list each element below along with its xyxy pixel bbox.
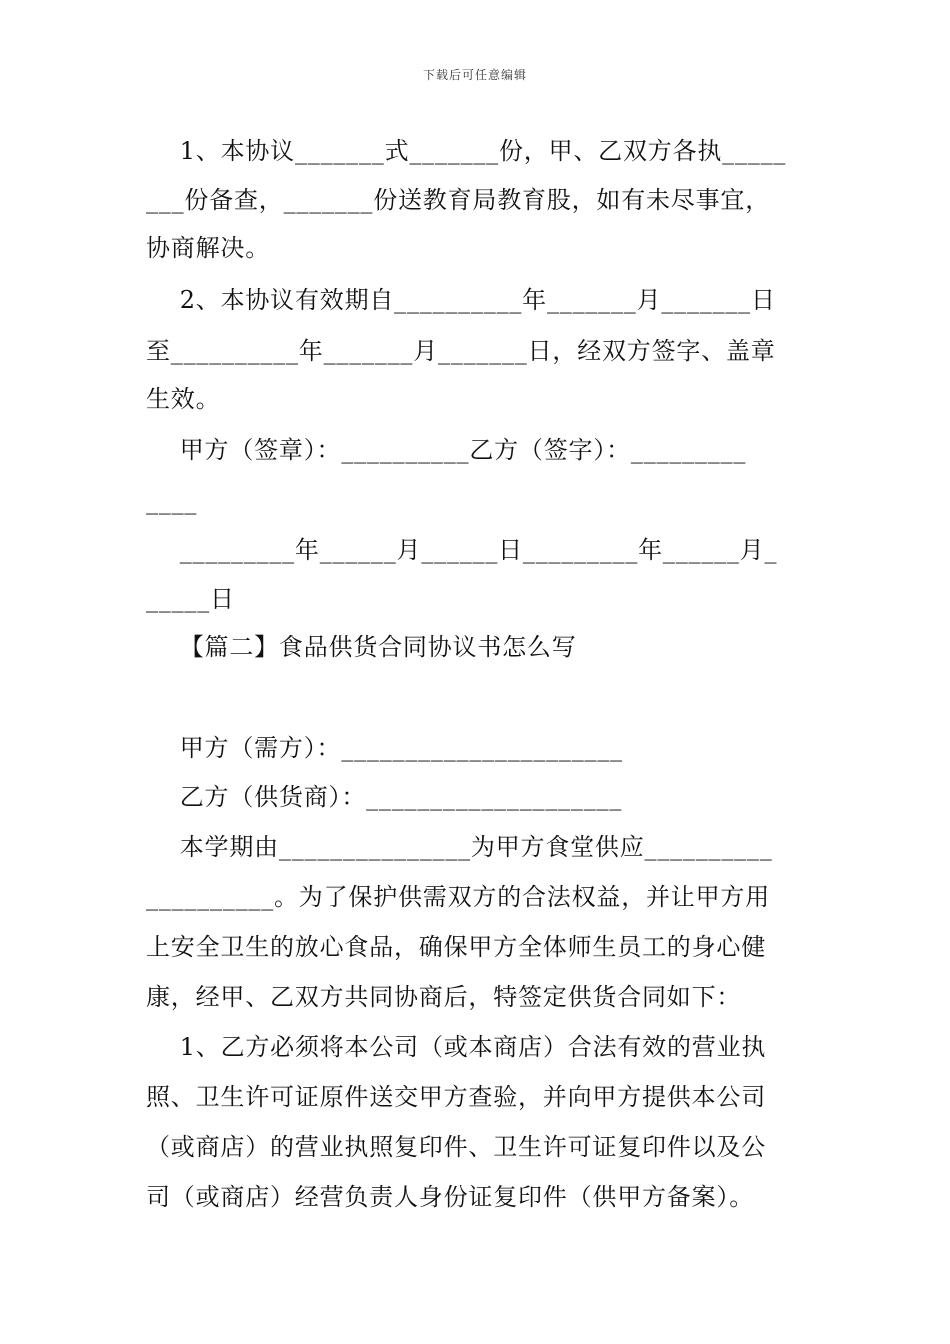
text-line: 2、本协议有效期自__________年_______月_______日 (146, 286, 776, 314)
text-line: ___份备查，_______份送教育局教育股，如有未尽事宜， (146, 186, 770, 214)
party-a-line: 甲方（需方）：______________________ (146, 734, 623, 762)
date-line: _____日 (146, 585, 235, 613)
text-line: （或商店）的营业执照复印件、卫生许可证复印件以及公 (146, 1133, 766, 1161)
text-line: 本学期由_______________为甲方食堂供应__________ (146, 833, 773, 861)
text-line: 康，经甲、乙双方共同协商后，特签定供货合同如下： (146, 983, 742, 1011)
party-b-line: 乙方（供货商）：____________________ (146, 783, 623, 811)
text-line: 至__________年_______月_______日，经双方签字、盖章 (146, 337, 776, 365)
section-heading: 【篇二】食品供货合同协议书怎么写 (146, 633, 577, 661)
signature-line: 甲方（签章）：__________乙方（签字）：_________ (146, 436, 747, 464)
text-line: __________。为了保护供需双方的合法权益，并让甲方用 (146, 883, 770, 911)
text-line: 1、乙方必须将本公司（或本商店）合法有效的营业执 (146, 1033, 767, 1061)
text-line: 照、卫生许可证原件送交甲方查验，并向甲方提供本公司 (146, 1083, 766, 1111)
text-line: 1、本协议_______式_______份，甲、乙双方各执_____ (146, 137, 787, 165)
header-note: 下载后可任意编辑 (422, 68, 527, 82)
date-line: _________年______月______日_________年______月_ (146, 536, 778, 564)
text-line: 上安全卫生的放心食品，确保甲方全体师生员工的身心健 (146, 933, 766, 961)
signature-line: ____ (146, 487, 198, 515)
text-line: 司（或商店）经营负责人身份证复印件（供甲方备案）。 (146, 1183, 754, 1211)
text-line: 协商解决。 (146, 234, 270, 262)
text-line: 生效。 (146, 385, 221, 413)
